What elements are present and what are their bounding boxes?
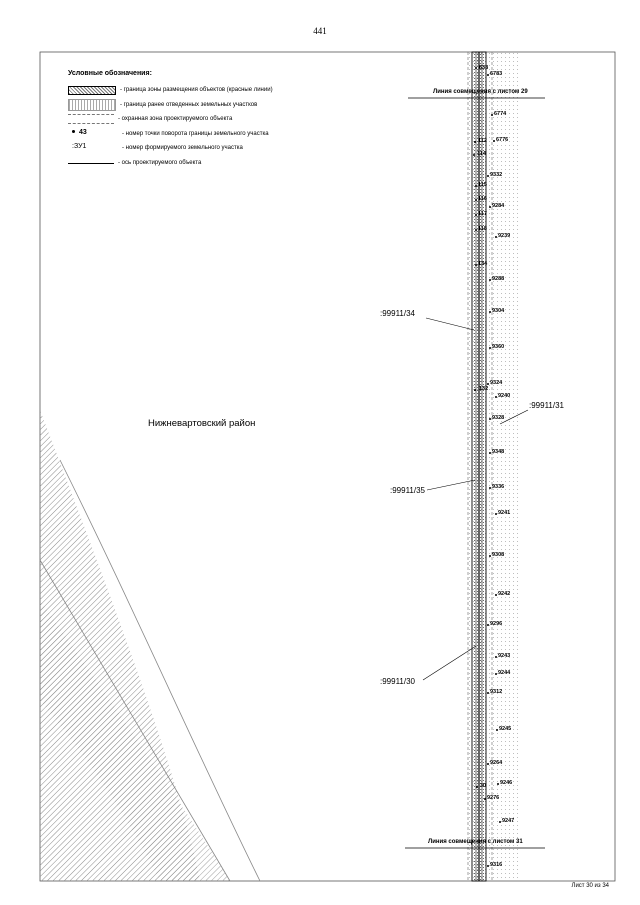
point-symbol-number: 43: [79, 128, 87, 136]
point-label: 9360: [492, 344, 505, 350]
point-label: 9324: [490, 380, 503, 386]
point-label: 9240: [498, 393, 511, 399]
legend-row-protection-zone: [68, 112, 273, 127]
axis-symbol: [68, 158, 114, 168]
parcel-symbol: :ЗУ1: [72, 143, 87, 151]
point-label: 9284: [492, 203, 505, 209]
legend: [68, 70, 273, 170]
previous-parcels-symbol: [68, 99, 116, 111]
point-label: 134: [478, 261, 488, 267]
point-label: 9244: [498, 670, 511, 676]
point-label: 9276: [487, 795, 500, 801]
legend-row-point-number: [68, 127, 273, 142]
point-label: 6783: [490, 71, 503, 77]
point-label: 132: [479, 386, 489, 392]
legend-text: - граница ранее отведенных земельных участков: [120, 101, 258, 108]
legend-text: - граница зоны размещения объектов (красные линии): [120, 87, 273, 94]
legend-title: Условные обозначения:: [68, 70, 152, 77]
point-symbol: [68, 129, 118, 139]
leader-34: [426, 318, 474, 330]
point-label: 9304: [492, 308, 505, 314]
point-label: 6774: [494, 111, 507, 117]
parcel-label: :99911/30: [380, 677, 415, 686]
district-label: Нижневартовский район: [148, 418, 256, 429]
point-dot-icon: [72, 130, 75, 133]
point-label: 9328: [492, 415, 505, 421]
point-label: 112: [478, 138, 487, 144]
legend-text: - охранная зона проектируемого объекта: [118, 116, 233, 123]
point-label: 115: [478, 182, 487, 188]
legend-row-red-lines: [68, 83, 273, 98]
point-label: 118: [478, 226, 487, 232]
point-label: 9242: [498, 591, 511, 597]
point-label: 30: [480, 783, 487, 789]
point-label: 116: [478, 196, 487, 202]
point-label: 9296: [490, 621, 503, 627]
point-label: 9288: [492, 276, 505, 282]
point-label: 114: [477, 151, 486, 157]
point-label: 9239: [498, 233, 511, 239]
page-number: 441: [313, 26, 327, 36]
point-label: 9308: [492, 552, 505, 558]
red-lines-symbol: [68, 86, 116, 95]
point-label: 9316: [490, 862, 503, 868]
point-label: 9264: [490, 760, 503, 766]
point-label: 9241: [498, 510, 511, 516]
legend-row-previous-parcels: [68, 98, 273, 113]
legend-text: - номер формируемого земельного участка: [122, 145, 243, 152]
legend-row-axis: [68, 156, 273, 171]
point-label: 9348: [492, 449, 505, 455]
point-label: 9245: [499, 726, 512, 732]
legend-text: - ось проектируемого объекта: [118, 159, 202, 166]
point-label: 9336: [492, 484, 505, 490]
legend-text: - номер точки поворота границы земельного участка: [122, 130, 269, 137]
protection-zone-symbol: [68, 114, 114, 124]
parcel-label: :99911/31: [529, 401, 564, 410]
point-label: 638: [479, 65, 489, 71]
point-label: 117: [478, 211, 487, 217]
point-label: 9312: [490, 689, 503, 695]
point-label: 6776: [496, 137, 509, 143]
point-label: 9247: [502, 818, 515, 824]
point-label: 9243: [498, 653, 511, 659]
match-line-bottom-label: Линия совмещения с листом 31: [428, 839, 523, 845]
parcel-label: :99911/35: [390, 486, 425, 495]
sheet-footer: Лист 30 из 34: [571, 883, 609, 889]
match-line-top-label: Линия совмещения с листом 29: [433, 89, 528, 95]
legend-row-parcel-number: [68, 141, 273, 156]
parcel-label: :99911/34: [380, 309, 415, 318]
point-label: 9246: [500, 780, 513, 786]
point-label: 9332: [490, 172, 503, 178]
